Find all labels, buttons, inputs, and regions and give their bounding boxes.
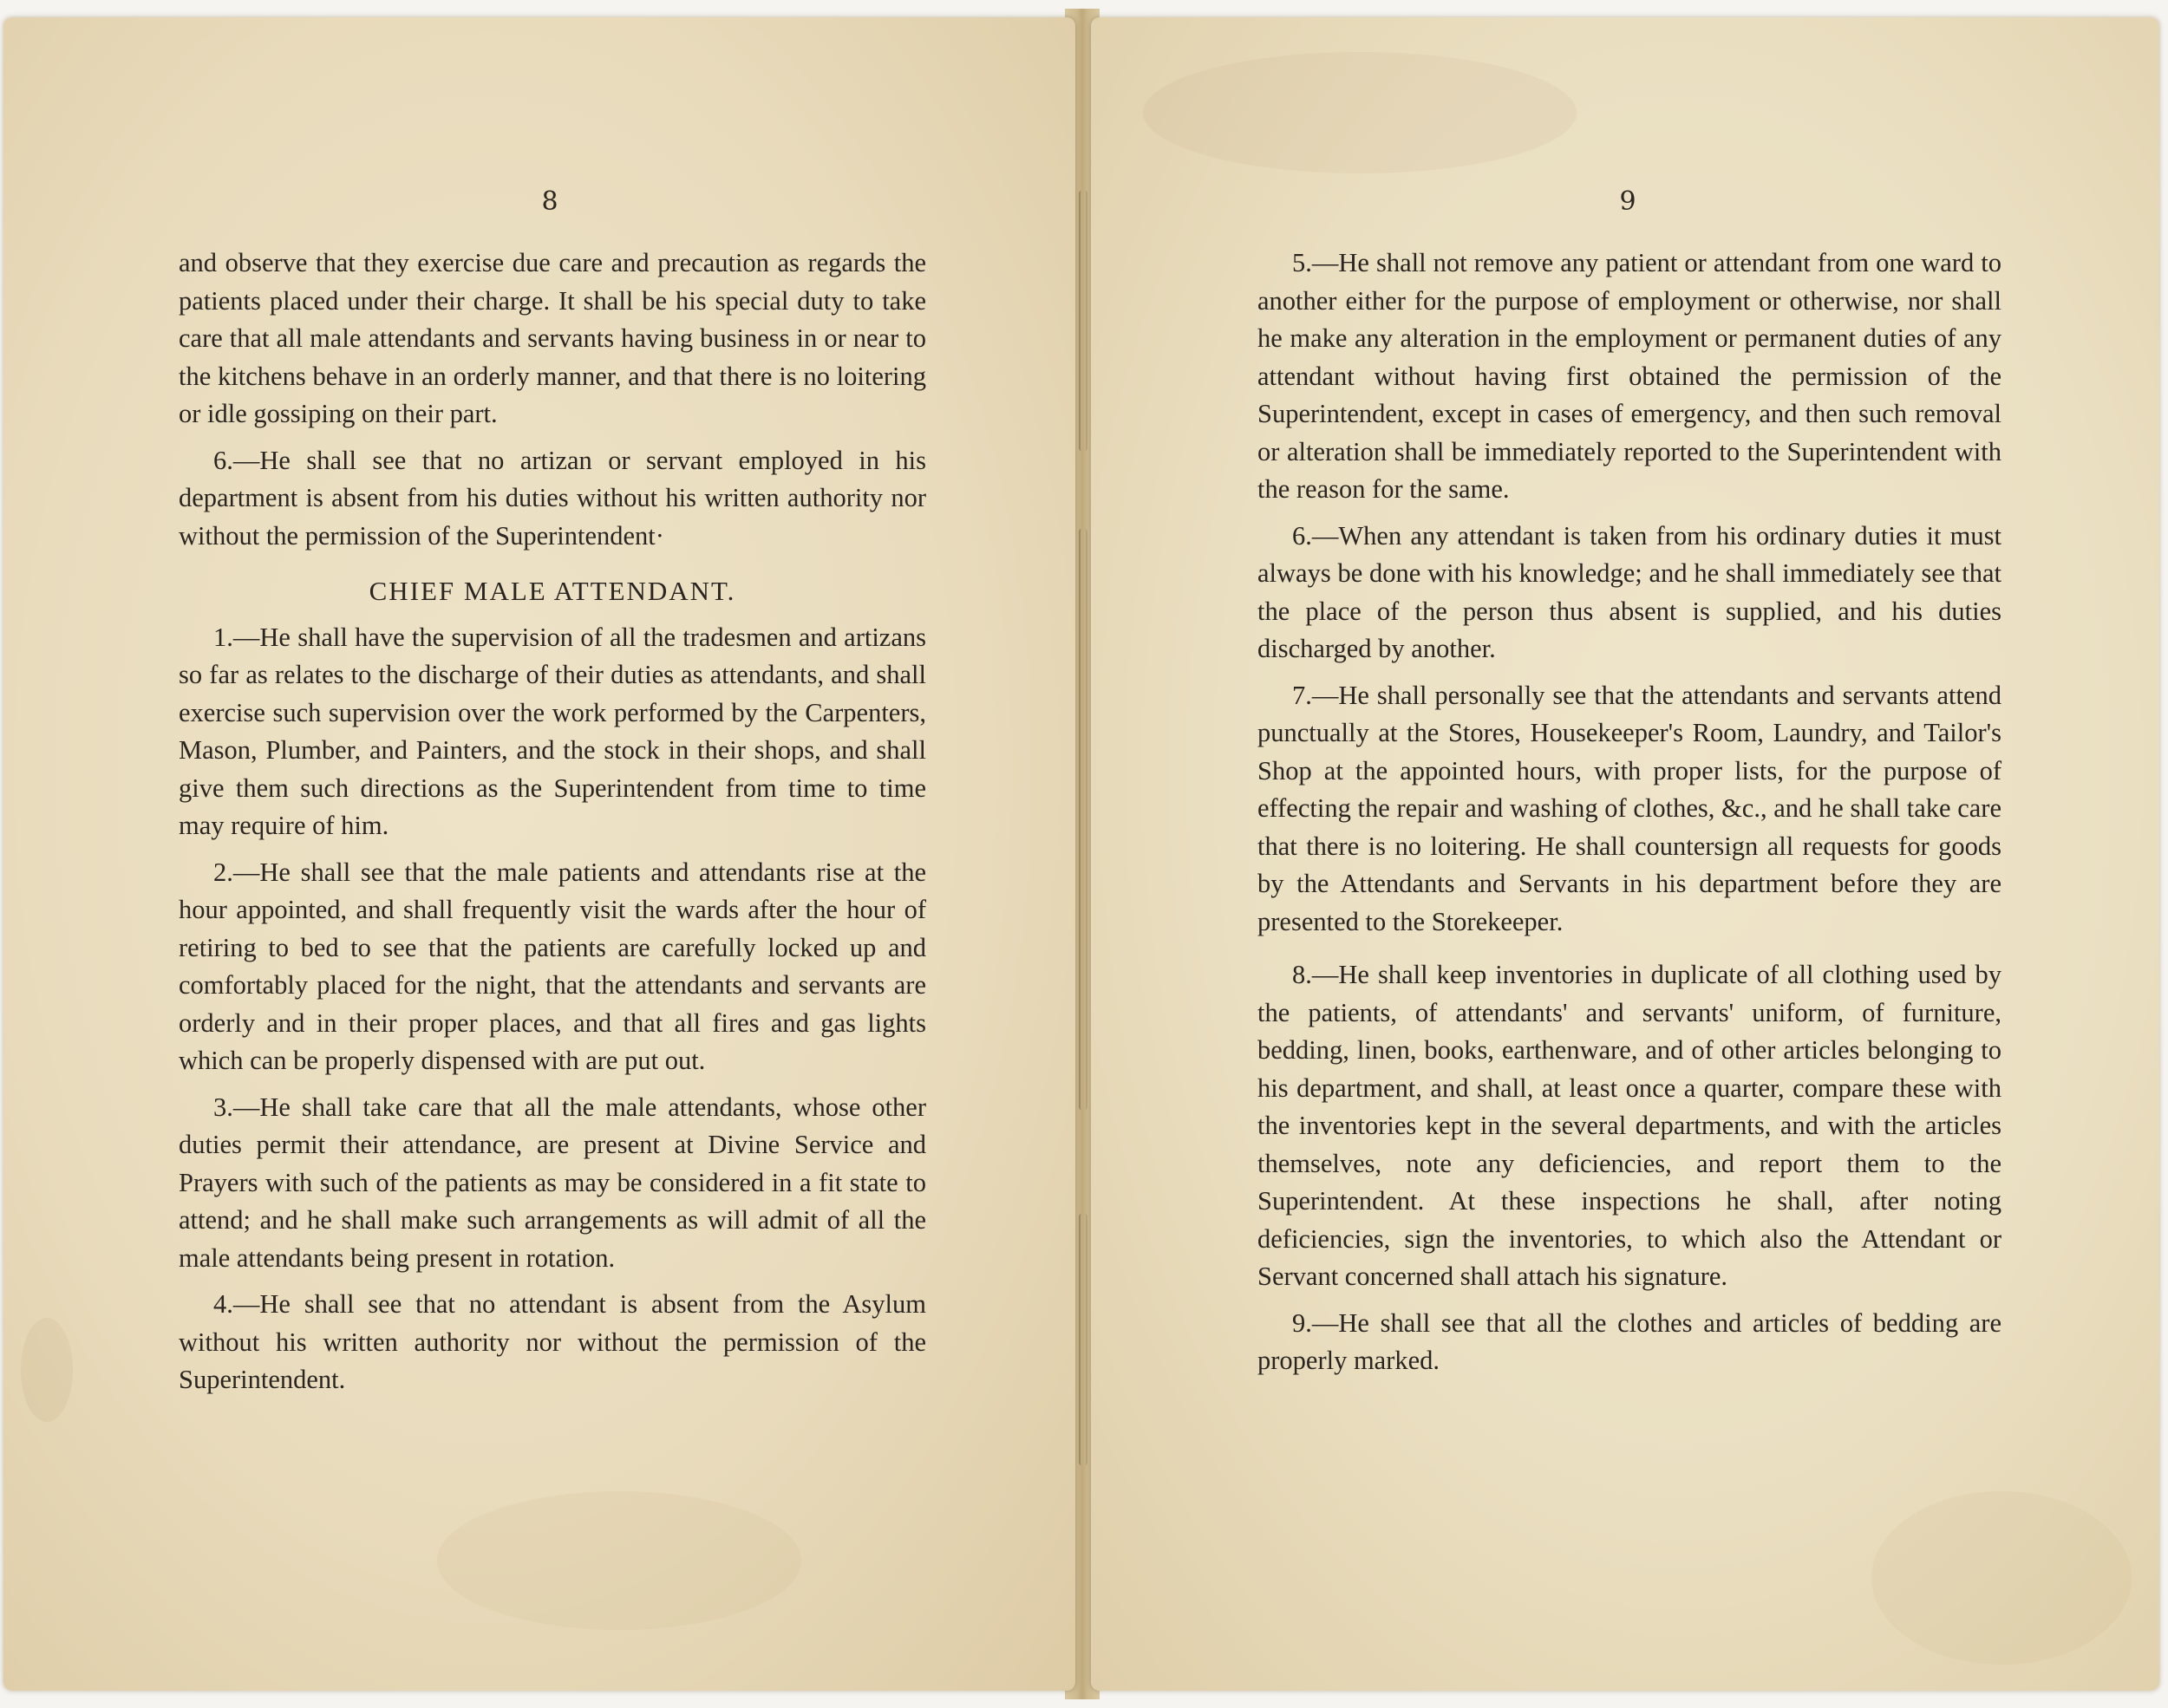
right-page-text xyxy=(1257,244,2001,1389)
paper-stain xyxy=(437,1491,801,1630)
rule-3: 3.—He shall take care that all the male attendants, whose other duties permit their attendance, are present at Divine Service and Prayers with such of the patients as may be considered in a fit state to attend; and he shall make such arrangements as will admit of all the male attendants being present in rotation. xyxy=(179,1092,926,1273)
rule-9: 9.—He shall see that all the clothes and articles of bedding are properly marked. xyxy=(1257,1307,2001,1375)
paragraph-continuation: and observe that they exercise due care and precaution as regards the patients placed under their charge. It shall be his special duty to take care that all male attendants and servants having business in or near to the kitchens behave in an orderly manner, and that there is no loitering or idle gossiping on their part. xyxy=(179,248,926,428)
binding-stitch xyxy=(1079,191,1087,451)
section-heading: CHIEF MALE ATTENDANT. xyxy=(369,576,736,606)
paper-stain xyxy=(1871,1491,2132,1665)
rule-2: 2.—He shall see that the male patients and attendants rise at the hour appointed, and shall frequently visit the wards after the hour of retiring to bed to see that the patients are carefully locked up and comfortably placed for the night, that the attendants and servants are orderly and in their proper places, and that all fires and gas lights which can be properly dispensed with are put out. xyxy=(179,857,926,1075)
page-number-right: 9 xyxy=(1619,186,1636,217)
rule-5: 5.—He shall not remove any patient or attendant from one ward to another either for the purpose of employment or otherwise, nor shall he make any alteration in the employment or permanent duties of any attendant without having first obtained the permission of the Superintendent, except in cases of emergency, and then such removal or alteration shall be immediately reported to the Superintendent with the reason for the same. xyxy=(1257,248,2001,504)
left-page-text xyxy=(179,244,926,1408)
binding-stitch xyxy=(1079,529,1087,1110)
paper-stain xyxy=(21,1318,73,1422)
rule-7: 7.—He shall personally see that the attendants and servants attend punctually at the Stores, Housekeeper's Room, Laundry, and Tailor's Shop at the appointed hours, with proper lists, for the purpose of effecting the repair and washing of clothes, &c., and he shall take care that there is no loitering. He shall countersign all requests for goods by the Attendants and Servants in his department before they are presented to the Storekeeper. xyxy=(1257,680,2001,936)
page-number-left: 8 xyxy=(541,186,558,217)
paper-stain xyxy=(1143,52,1577,173)
rule-8: 8.—He shall keep inventories in duplicate of all clothing used by the patients, of attendants' and servants' uniform, of furniture, bedding, linen, books, earthenware, and of other articles belonging to his department, and shall, at least once a quarter, compare these with the inventories kept in the several departments, and with the articles themselves, note any deficiencies, and report them to the Superintendent. At these inspections he shall, after noting deficiencies, sign the inventories, to which also the Attendant or Servant concerned shall attach his signature. xyxy=(1257,960,2001,1291)
rule-1: 1.—He shall have the supervision of all the tradesmen and artizans so far as relates to the discharge of their duties as attendants, and shall exercise such supervision over the work performed by the Carpenters, Mason, Plumber, and Painters, and the stock in their shops, and shall give them such directions as the Superintendent from time to time may require of him. xyxy=(179,622,926,840)
rule-4: 4.—He shall see that no attendant is absent from the Asylum without his written authority nor without the permission of the Superintendent. xyxy=(179,1289,926,1394)
paragraph-rule-6: 6.—He shall see that no artizan or servant employed in his department is absent from his duties without his written authority nor without the permission of the Superintendent· xyxy=(179,445,926,551)
rule-6: 6.—When any attendant is taken from his ordinary duties it must always be done with his knowledge; and he shall immediately see that the place of the person thus absent is supplied, and his duties discharged by another. xyxy=(1257,520,2001,663)
binding-stitch xyxy=(1079,1214,1087,1465)
